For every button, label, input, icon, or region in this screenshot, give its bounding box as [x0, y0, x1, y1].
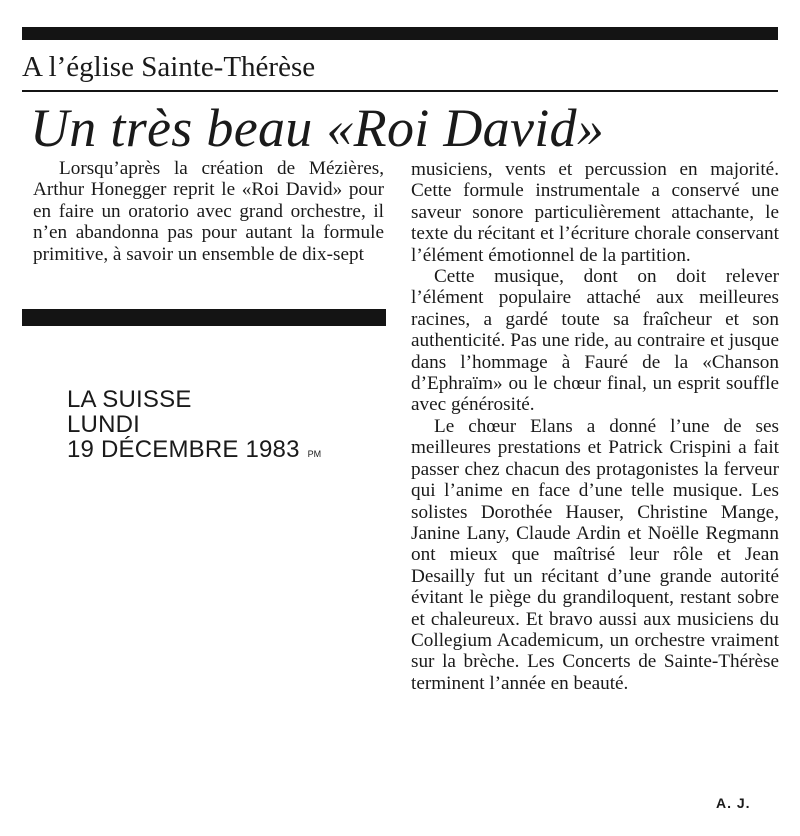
article-paragraph-continued: musiciens, vents et percussion en majorité. Cette formule instrumentale a conservé une saveur sonore particulièrement attachante, le texte du récitant et l’écriture chorale conservant l’élément émotionnel de la partition.	[411, 159, 779, 266]
article-column-2	[411, 159, 779, 694]
stamp-newspaper: LA SUISSE	[67, 386, 192, 413]
article-paragraph-2: Cette musique, dont on doit relever l’élément populaire attaché aux meilleures racines, a gardé toute sa fraîcheur et son authenticité. Pas une ride, au contraire et jusque dans l’hommage à Fauré de la «Chanson d’Ephraïm» ou le chœur final, un esprit souffle avec générosité.	[411, 266, 779, 416]
date-stamp	[67, 387, 321, 467]
author-signature: A. J.	[716, 795, 751, 811]
kicker-underline	[22, 90, 778, 92]
article-headline: Un très beau «Roi David»	[30, 98, 605, 158]
article-paragraph-3: Le chœur Elans a donné l’une de ses meilleures prestations et Patrick Crispini a fait passer chez chacun des protagonistes la ferveur qui l’anime en face d’une telle musique. Les solistes Dorothée Hauser, Christine Mange, Janine Lany, Claude Ardin et Noëlle Regmann ont mieux que maîtrisé leur rôle et Jean Desailly fut un récitant d’une grande autorité évitant le piège du grandiloquent, restant sobre et chaleureux. Et bravo aussi aux musiciens du Collegium Academicum, un orchestre vraiment sur la brèche. Les Concerts de Sainte-Thérèse terminent l’année en beauté.	[411, 415, 779, 694]
stamp-pm: PM	[307, 449, 322, 459]
stamp-weekday: LUNDI	[67, 411, 141, 438]
article-paragraph-1: Lorsqu’après la création de Mézières, Arthur Honegger reprit le «Roi David» pour en faire un oratorio avec grand orchestre, il n’en abandonna pas pour autant la formule primitive, à savoir un ensemble de dix-sept	[33, 158, 384, 265]
article-kicker: A l’église Sainte-Thérèse	[22, 51, 316, 83]
article-column-1	[33, 158, 384, 265]
stamp-date-line	[67, 437, 321, 467]
column-divider-bar	[22, 309, 386, 326]
stamp-date: 19 DÉCEMBRE 1983	[67, 436, 300, 463]
top-rule	[22, 27, 778, 40]
